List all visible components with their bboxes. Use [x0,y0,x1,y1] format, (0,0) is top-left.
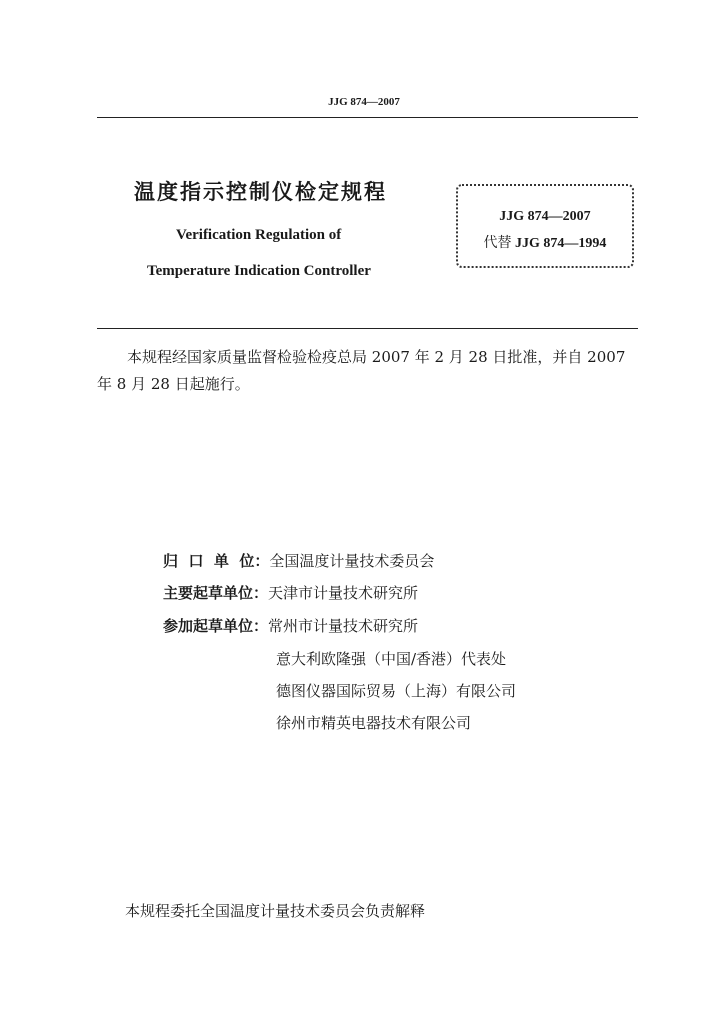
participant-unit: 常州市计量技术研究所 [268,617,419,635]
responsible-unit-label: 归 口 单 位： [163,552,270,570]
participants-row [163,615,418,636]
interpretation-note: 本规程委托全国温度计量技术委员会负责解释 [125,902,426,920]
participant-unit: 徐州市精英电器技术有限公司 [276,714,472,732]
replaces-prefix: 代替 [483,236,516,251]
participant-unit: 德图仪器国际贸易（上海）有限公司 [276,682,517,700]
approval-statement: 本规程经国家质量监督检验检疫总局 2007 年 2 月 28 日批准，并自 2007 年 8 月 28 日起施行。 [97,348,626,393]
middle-divider [97,328,638,329]
document-title-english-line2: Temperature Indication Controller [147,263,371,279]
header-standard-code: JJG 874—2007 [328,96,400,108]
main-drafter-value: 天津市计量技术研究所 [268,584,419,602]
document-title-english-line1: Verification Regulation of [176,227,342,243]
standard-code-box [456,184,634,268]
responsible-unit-row [163,550,434,571]
document-title-chinese: 温度指示控制仪检定规程 [134,180,387,204]
replaces-standard [458,232,632,252]
main-drafter-label: 主要起草单位： [163,584,269,602]
responsible-unit-value: 全国温度计量技术委员会 [269,552,435,570]
participants-label: 参加起草单位： [163,617,269,635]
top-divider [97,117,638,118]
participant-unit: 意大利欧隆强（中国/香港）代表处 [276,650,507,668]
main-drafter-row [163,582,418,603]
replaced-code: JJG 874—1994 [515,236,607,251]
standard-code: JJG 874—2007 [499,209,591,224]
